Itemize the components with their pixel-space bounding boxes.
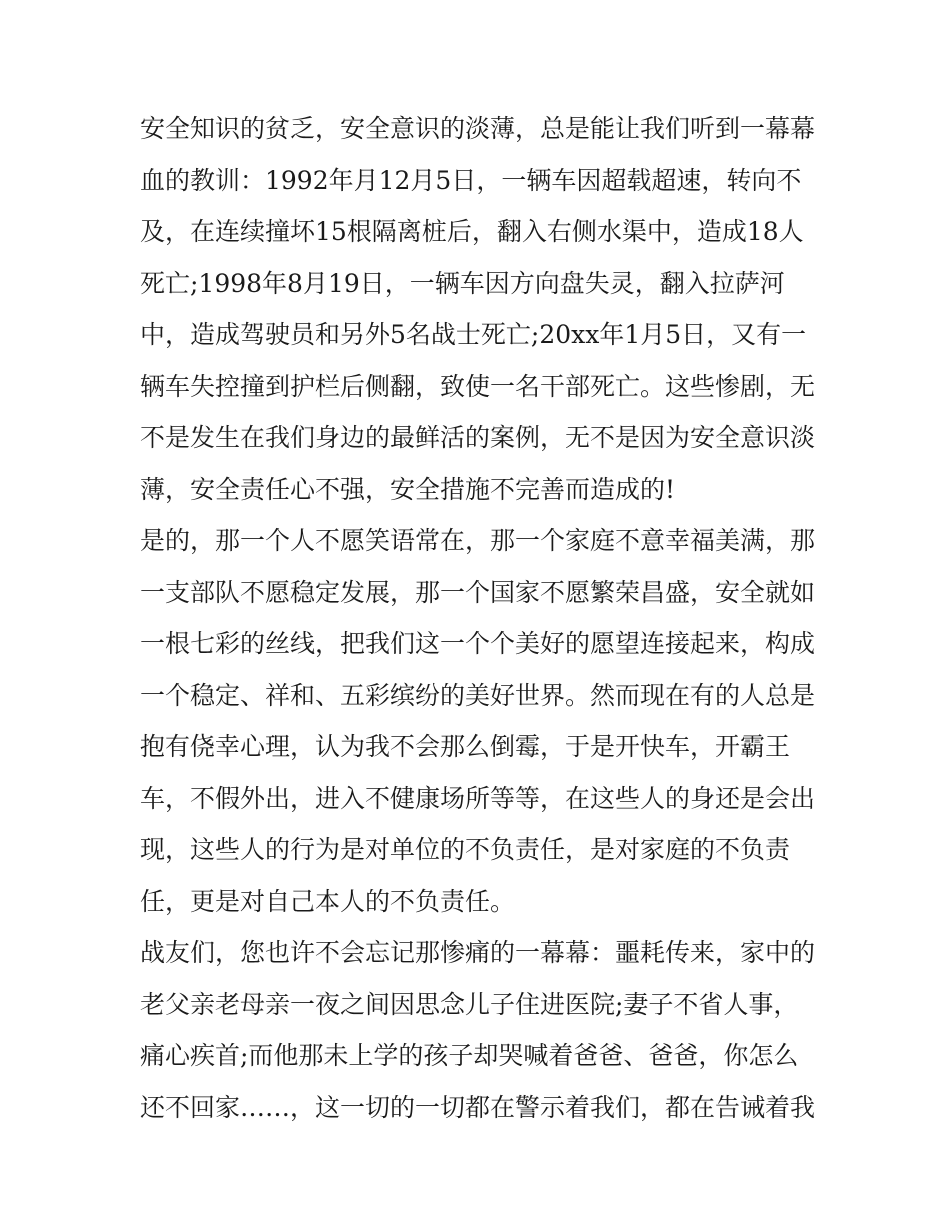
text-line: 中，造成驾驶员和另外5名战士死亡;20xx年1月5日，又有一 xyxy=(140,320,807,349)
text-line: 任，更是对自己本人的不负责任。 xyxy=(140,886,516,916)
text-line: 血的教训：1992年月12月5日，一辆车因超载超速，转向不 xyxy=(140,165,802,195)
text-line: 安全知识的贫乏，安全意识的淡薄，总是能让我们听到一幕幕 xyxy=(140,114,816,143)
text-line: 一支部队不愿稳定发展，那一个国家不愿繁荣昌盛，安全就如 xyxy=(140,577,816,607)
text-line: 死亡;1998年8月19日，一辆车因方向盘失灵，翻入拉萨河 xyxy=(140,268,785,298)
text-line: 老父亲老母亲一夜之间因思念儿子住进医院;妻子不省人事， xyxy=(140,989,799,1019)
paragraph-2 xyxy=(140,515,815,927)
text-line: 薄，安全责任心不强，安全措施不完善而造成的! xyxy=(140,474,676,504)
text-line: 痛心疾首;而他那未上学的孩子却哭喊着爸爸、爸爸，你怎么 xyxy=(140,1041,799,1070)
text-line: 及，在连续撞坏15根隔离桩后，翻入右侧水渠中，造成18人 xyxy=(140,217,804,246)
text-line: 车，不假外出，进入不健康场所等等，在这些人的身还是会出 xyxy=(140,783,816,813)
text-line: 一个稳定、祥和、五彩缤纷的美好世界。然而现在有的人总是 xyxy=(140,680,816,710)
document-body xyxy=(140,103,815,1133)
text-line: 是的，那一个人不愿笑语常在，那一个家庭不意幸福美满，那 xyxy=(140,526,816,555)
text-line: 一根七彩的丝线，把我们这一个个美好的愿望连接起来，构成 xyxy=(140,629,816,658)
text-line: 现，这些人的行为是对单位的不负责任，是对家庭的不负责 xyxy=(140,835,791,864)
text-line: 辆车失控撞到护栏后侧翻，致使一名干部死亡。这些惨剧，无 xyxy=(140,371,816,401)
text-line: 不是发生在我们身边的最鲜活的案例，无不是因为安全意识淡 xyxy=(140,423,816,452)
paragraph-1 xyxy=(140,103,815,515)
paragraph-3 xyxy=(140,927,815,1133)
text-line: 战友们，您也许不会忘记那惨痛的一幕幕：噩耗传来，家中的 xyxy=(140,938,816,967)
text-line: 还不回家……，这一切的一切都在警示着我们，都在告诫着我 xyxy=(140,1092,816,1122)
text-line: 抱有侥幸心理，认为我不会那么倒霉，于是开快车，开霸王 xyxy=(140,732,791,761)
